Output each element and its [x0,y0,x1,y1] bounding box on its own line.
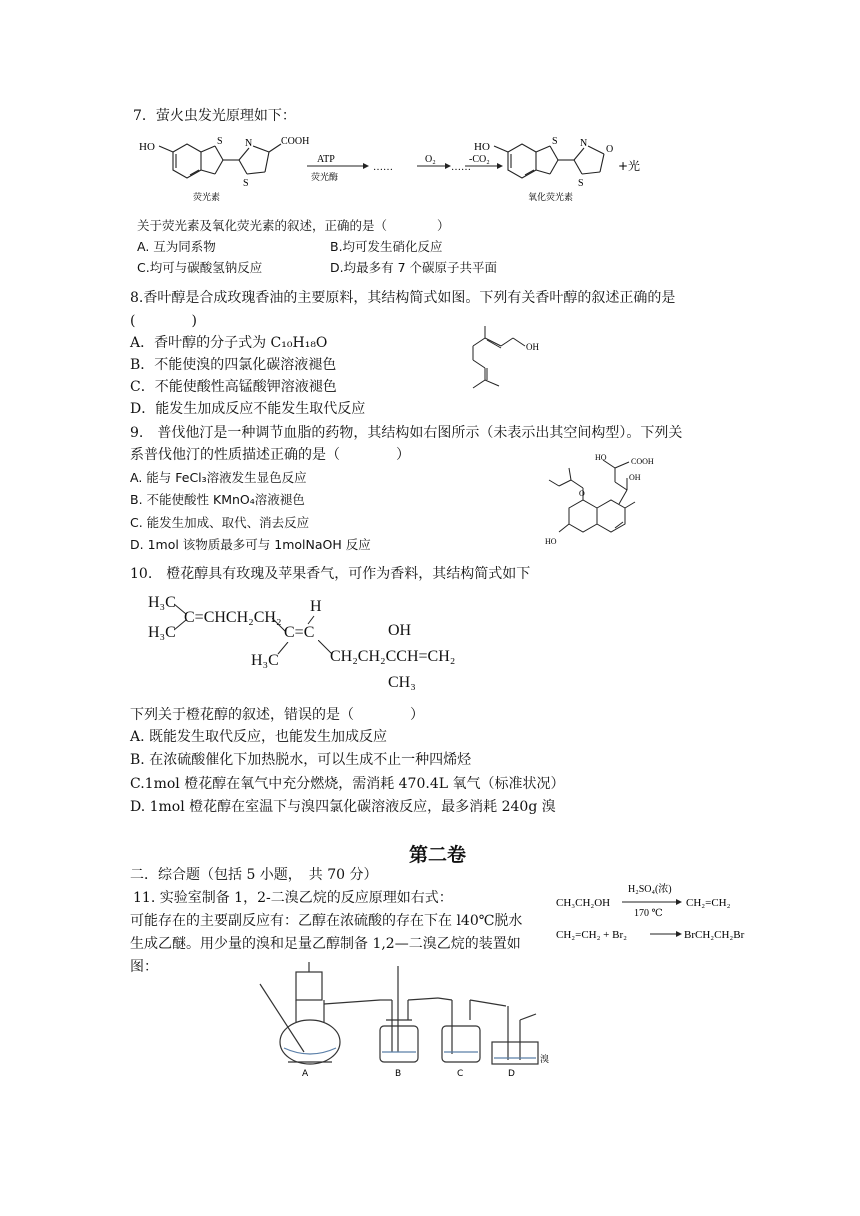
arrow2-top: O₂ [425,154,436,165]
pravastatin-structure [545,448,675,548]
mol2-ho: HO [474,141,490,153]
q9-option-a: A. 能与 FeCl₃溶液发生显色反应 [130,470,307,485]
mol1-s2: S [243,178,249,189]
prav-o: O [579,489,585,498]
mol2-label: 氧化荧光素 [528,193,574,203]
mol2-s2: S [578,178,584,189]
prav-oh: OH [629,473,641,482]
q11-line2: 可能存在的主要副反应有：乙醇在浓硫酸的存在下在 l40℃脱水 [130,913,523,929]
arrow1-bottom: 荧光酶 [311,173,339,183]
q7-question: 关于荧光素及氧化荧光素的叙述，正确的是（ ） [137,218,450,233]
mol2-s: S [552,136,558,147]
label-c: C [457,1069,464,1079]
q10-option-b: B. 在浓硫酸催化下加热脱水，可以生成不止一种四烯烃 [130,752,472,768]
eq1-right: CH₂=CH₂ [686,897,731,909]
prav-ho: HO [595,453,607,462]
eq2-left: CH₂=CH₂ + Br₂ [556,929,627,941]
geraniol-oh: OH [526,342,539,352]
eq2-right: BrCH₂CH₂Br [684,929,745,941]
q10-option-a: A. 既能发生取代反应，也能发生加成反应 [130,729,388,745]
dots2: …… [451,162,471,173]
oxyluciferin-structure [470,130,650,205]
q7-option-a: A. 互为同系物 [137,239,216,254]
mol2-n: N [580,138,588,149]
arrow1-top: ATP [317,154,335,165]
label-a: A [302,1069,309,1079]
q8-option-b: B．不能使溴的四氯化碳溶液褪色 [130,357,337,373]
q11-line1: 11. 实验室制备 1，2-二溴乙烷的反应原理如右式： [133,890,453,906]
q11-line4: 图： [130,959,158,975]
apparatus-diagram [240,960,560,1080]
q10-question: 下列关于橙花醇的叙述，错误的是（ ） [130,707,424,723]
nerolidol-formula [148,592,493,692]
arrow3-top: -CO₂ [469,154,490,165]
f-chain2: CH₂CH₂CCH=CH₂ [330,648,456,665]
part2-section: 二．综合题（包括 5 小题， 共 70 分） [130,867,378,883]
label-b: B [395,1069,402,1079]
label-bromine: 溴 [540,1055,550,1065]
f-chain1: C=CHCH₂CH₂ [184,609,282,626]
luciferin-structure [135,130,310,205]
label-d: D [508,1069,515,1079]
prav-ho2: HO [545,537,557,546]
q8-option-d: D．能发生加成反应不能发生取代反应 [130,401,366,417]
q8-option-c: C．不能使酸性高锰酸钾溶液褪色 [130,379,337,395]
eq1-top: H₂SO₄(浓) [628,884,672,895]
f-h: H [310,598,322,615]
prav-cooh: COOH [631,457,654,466]
q9-option-d: D. 1mol 该物质最多可与 1molNaOH 反应 [130,537,371,552]
q7-option-b: B.均可发生硝化反应 [330,239,443,254]
q10-stem: 10. 橙花醇具有玫瑰及苹果香气，可作为香料，其结构简式如下 [130,566,531,582]
q8-option-a: A．香叶醇的分子式为 C₁₀H₁₈O [130,335,328,351]
mol1-s: S [217,136,223,147]
f-ch3: CH₃ [388,674,416,691]
q11-line3: 生成乙醚。用少量的溴和足量乙醇制备 1,2—二溴乙烷的装置如 [130,936,521,952]
dots1: …… [373,162,393,173]
q7-stem: 7．萤火虫发光原理如下： [133,108,296,124]
q9-stem-line2: 系普伐他汀的性质描述正确的是（ ） [130,447,410,463]
f-h3c-mid: H₃C [251,652,279,669]
f-oh: OH [388,622,412,639]
q9-stem-line1: 9. 普伐他汀是一种调节血脂的药物，其结构如右图所示（未表示出其空间构型）。下列关 [130,425,683,441]
q10-option-c: C.1mol 橙花醇在氧气中充分燃烧，需消耗 470.4L 氧气（标准状况） [130,776,565,792]
eq1-left: CH₃CH₂OH [556,897,611,909]
f-h3c-bottom: H₃C [148,624,176,641]
part2-title: 第二卷 [409,844,467,866]
mol1-n: N [245,138,253,149]
mol2-o: O [606,144,614,155]
geraniol-structure [455,322,545,392]
q9-option-b: B. 不能使酸性 KMnO₄溶液褪色 [130,492,305,507]
q8-stem: 8.香叶醇是合成玫瑰香油的主要原料，其结构简式如图。下列有关香叶醇的叙述正确的是 [130,290,676,306]
q7-option-c: C.均可与碳酸氢钠反应 [137,260,263,275]
eq1-bottom: 170 ℃ [634,908,663,919]
mol1-label: 荧光素 [193,193,221,203]
mol1-cooh: COOH [281,136,310,147]
q9-option-c: C. 能发生加成、取代、消去反应 [130,515,310,530]
f-h3c-top: H₃C [148,594,176,611]
q10-option-d: D. 1mol 橙花醇在室温下与溴四氯化碳溶液反应，最多消耗 240g 溴 [130,799,556,815]
q11-equations [556,880,746,950]
plus-light: +光 [618,159,641,173]
q8-blank: ( ) [130,313,197,329]
mol1-ho: HO [139,141,155,153]
q7-option-d: D.均最多有 7 个碳原子共平面 [330,260,497,275]
f-c-eq-c: C=C [284,624,315,641]
